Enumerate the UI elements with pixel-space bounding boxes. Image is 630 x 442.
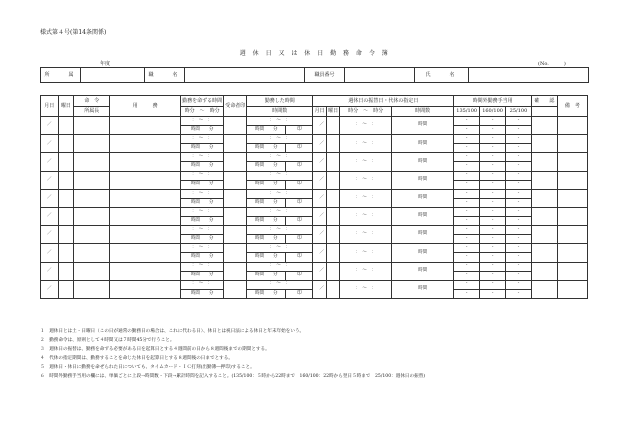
sub-hours-cell: 時間	[392, 244, 454, 262]
ot-25-total: -	[506, 198, 532, 207]
sub-weekday-cell	[326, 207, 339, 225]
ot-135-total: -	[454, 289, 480, 298]
notes	[40, 328, 610, 381]
fiscal-year-label: 年度	[100, 61, 111, 67]
remarks-cell	[557, 226, 587, 244]
confirm-cell	[531, 244, 557, 262]
document-number: (No. )	[538, 61, 566, 67]
ordered-time-range: ： ～ ：	[180, 280, 224, 289]
ot-135-cell: -	[454, 244, 480, 253]
sub-month-day-cell: ／	[313, 117, 326, 135]
remarks-header: 備 考	[557, 96, 587, 117]
ordered-time-range: ： ～ ：	[180, 226, 224, 235]
employee-info-table	[40, 67, 589, 83]
confirm-cell	[531, 226, 557, 244]
note-line: ３ 週休日の振替は、勤務を命ずる必要がある日を起算日とする４週間前の日から８週間後までの期間とする。	[40, 346, 270, 352]
entry-row-top	[41, 135, 588, 144]
purpose-cell	[110, 280, 180, 298]
ordered-time-range: ： ～ ：	[180, 153, 224, 162]
month-day-cell: ／	[41, 262, 59, 280]
ot-160-total: -	[480, 217, 506, 226]
sub-month-day-cell: ／	[313, 262, 326, 280]
assignee-seal-cell	[224, 244, 247, 262]
sub-hours-cell: 時間	[392, 262, 454, 280]
worked-seal: 印	[286, 235, 313, 244]
ot-25-cell: -	[506, 262, 532, 271]
worked-seal: 印	[286, 289, 313, 298]
weekday-cell	[58, 153, 74, 171]
ot-135-total: -	[454, 217, 480, 226]
sub-month-day-header: 月日	[313, 107, 326, 117]
dept-head-cell	[74, 189, 110, 207]
remarks-cell	[557, 244, 587, 262]
ot-135-total: -	[454, 162, 480, 171]
sub-weekday-cell	[326, 226, 339, 244]
ordered-hours: 時間 分	[180, 271, 224, 280]
worked-hours: 時間 分	[247, 271, 286, 280]
month-day-cell: ／	[41, 153, 59, 171]
worked-time-range: ： ～ ：	[247, 189, 313, 198]
sub-weekday-cell	[326, 135, 339, 153]
ordered-hours: 時間 分	[180, 198, 224, 207]
ordered-hours: 時間 分	[180, 180, 224, 189]
month-day-cell: ／	[41, 226, 59, 244]
ot-135-total: -	[454, 144, 480, 153]
remarks-cell	[557, 262, 587, 280]
worked-time-range: ： ～ ：	[247, 207, 313, 216]
purpose-header: 用 務	[110, 96, 180, 117]
sub-month-day-cell: ／	[313, 135, 326, 153]
assignee-seal-cell	[224, 226, 247, 244]
sub-weekday-cell	[326, 280, 339, 298]
ot-135-cell: -	[454, 207, 480, 216]
ot-160-total: -	[480, 126, 506, 135]
note-line: １ 週休日とは土・日曜日（この日が通常の勤務日の場合は、これに代わる日）、休日とは祝日法による休日と年末年始をいう。	[40, 329, 305, 334]
ot-160-total: -	[480, 235, 506, 244]
confirm-cell	[531, 171, 557, 189]
worked-seal: 印	[286, 217, 313, 226]
worked-time-range: ： ～ ：	[247, 171, 313, 180]
entry-row-top	[41, 153, 588, 162]
sub-time-range: ： ～ ：	[340, 280, 392, 298]
ot-25-total: -	[506, 253, 532, 262]
sub-month-day-cell: ／	[313, 189, 326, 207]
sub-hours-cell: 時間	[392, 153, 454, 171]
ot-135-total: -	[454, 253, 480, 262]
assignee-seal-cell	[224, 135, 247, 153]
month-day-header: 月日	[41, 96, 59, 117]
worked-seal: 印	[286, 271, 313, 280]
entry-row-top	[41, 226, 588, 235]
purpose-cell	[110, 244, 180, 262]
document-title: 週 休 日 又 は 休 日 勤 務 命 令 簿	[239, 50, 391, 57]
month-day-cell: ／	[41, 135, 59, 153]
ot-135-total: -	[454, 235, 480, 244]
ot-160-header: 160/100	[480, 107, 506, 117]
note-line: ４ 代休の指定期間は、勤務することを命じた休日を起算日とする８週間後の日までとする。	[40, 355, 233, 361]
sub-month-day-cell: ／	[313, 171, 326, 189]
assignee-seal-cell	[224, 280, 247, 298]
purpose-cell	[110, 226, 180, 244]
month-day-cell: ／	[41, 189, 59, 207]
worked-hours: 時間 分	[247, 144, 286, 153]
confirm-cell	[531, 280, 557, 298]
confirm-subheader	[531, 107, 557, 117]
worked-time-range: ： ～ ：	[247, 135, 313, 144]
ot-160-cell: -	[480, 207, 506, 216]
confirm-cell	[531, 135, 557, 153]
ordered-hours: 時間 分	[180, 162, 224, 171]
worked-time-range: ： ～ ：	[247, 153, 313, 162]
entry-row-top	[41, 189, 588, 198]
worked-time-range: ： ～ ：	[247, 226, 313, 235]
substitute-day-header: 週休日の振替日・代休の指定日	[313, 96, 454, 107]
sub-hours-cell: 時間	[392, 207, 454, 225]
sub-weekday-cell	[326, 262, 339, 280]
ot-160-total: -	[480, 253, 506, 262]
ot-160-cell: -	[480, 135, 506, 144]
sub-hours-cell: 時間	[392, 135, 454, 153]
ordered-time-range: ： ～ ：	[180, 207, 224, 216]
ot-160-total: -	[480, 144, 506, 153]
sub-hours-cell: 時間	[392, 226, 454, 244]
worked-hours: 時間 分	[247, 162, 286, 171]
purpose-cell	[110, 135, 180, 153]
ot-135-total: -	[454, 180, 480, 189]
ot-135-cell: -	[454, 135, 480, 144]
ot-135-cell: -	[454, 262, 480, 271]
sub-time-range: ： ～ ：	[340, 207, 392, 225]
ot-160-total: -	[480, 271, 506, 280]
worked-hours: 時間 分	[247, 289, 286, 298]
sub-time-range: ： ～ ：	[340, 244, 392, 262]
ordered-hours: 時間 分	[180, 289, 224, 298]
ot-25-cell: -	[506, 226, 532, 235]
ot-25-cell: -	[506, 171, 532, 180]
weekday-cell	[58, 135, 74, 153]
purpose-cell	[110, 189, 180, 207]
worked-time-range: ： ～ ：	[247, 117, 313, 126]
worked-time-header: 勤務した時間	[247, 96, 313, 107]
dept-head-cell	[74, 117, 110, 135]
ordered-time-subheader: 時分 ～ 時分	[180, 107, 224, 117]
worked-seal: 印	[286, 180, 313, 189]
worked-hours: 時間 分	[247, 217, 286, 226]
weekday-cell	[58, 207, 74, 225]
confirm-cell	[531, 207, 557, 225]
dept-head-cell	[74, 262, 110, 280]
ot-25-header: 25/100	[506, 107, 532, 117]
ordered-hours: 時間 分	[180, 217, 224, 226]
dept-head-cell	[74, 153, 110, 171]
ot-25-cell: -	[506, 117, 532, 126]
remarks-cell	[557, 117, 587, 135]
worked-hours-subheader: 時間数	[247, 107, 313, 117]
sub-weekday-cell	[326, 117, 339, 135]
note-line: ５ 週休日・休日に勤務を命ぜられた日についても、タイムカード・ＩＣ打刻(出勤簿―押印)すること。	[40, 364, 255, 370]
entry-row-top	[41, 244, 588, 253]
remarks-cell	[557, 189, 587, 207]
weekday-cell	[58, 171, 74, 189]
ot-160-total: -	[480, 198, 506, 207]
ot-25-total: -	[506, 144, 532, 153]
entry-row-top	[41, 262, 588, 271]
ordered-time-range: ： ～ ：	[180, 135, 224, 144]
sub-time-range: ： ～ ：	[340, 262, 392, 280]
ot-135-total: -	[454, 126, 480, 135]
ordered-time-range: ： ～ ：	[180, 171, 224, 180]
note-line: ２ 勤務命令は、原則として４時間又は７時間45分で行うこと。	[40, 337, 175, 343]
affiliation-label: 所 属	[41, 68, 81, 83]
sub-month-day-cell: ／	[313, 226, 326, 244]
dept-head-cell	[74, 244, 110, 262]
ot-160-total: -	[480, 289, 506, 298]
sub-time-range: ： ～ ：	[340, 189, 392, 207]
purpose-cell	[110, 153, 180, 171]
worked-time-range: ： ～ ：	[247, 280, 313, 289]
sub-month-day-cell: ／	[313, 153, 326, 171]
confirm-cell	[531, 117, 557, 135]
ot-25-total: -	[506, 217, 532, 226]
assignee-seal-cell	[224, 171, 247, 189]
ot-160-cell: -	[480, 153, 506, 162]
purpose-cell	[110, 207, 180, 225]
affiliation-field	[81, 68, 145, 83]
work-order-table	[40, 95, 588, 299]
ot-25-total: -	[506, 289, 532, 298]
worked-hours: 時間 分	[247, 126, 286, 135]
ot-135-cell: -	[454, 189, 480, 198]
dept-head-cell	[74, 280, 110, 298]
assignee-seal-cell	[224, 117, 247, 135]
ordered-hours: 時間 分	[180, 253, 224, 262]
dept-head-cell	[74, 171, 110, 189]
sub-weekday-cell	[326, 189, 339, 207]
ot-25-total: -	[506, 126, 532, 135]
sub-hours-cell: 時間	[392, 171, 454, 189]
worked-seal: 印	[286, 144, 313, 153]
form-number: 様式第４号(第14条関係)	[40, 29, 107, 36]
remarks-cell	[557, 280, 587, 298]
ot-135-cell: -	[454, 153, 480, 162]
staff-id-field	[345, 68, 415, 83]
ot-135-cell: -	[454, 171, 480, 180]
confirm-cell	[531, 189, 557, 207]
dept-head-cell	[74, 135, 110, 153]
job-title-label: 職 名	[145, 68, 185, 83]
ot-160-cell: -	[480, 117, 506, 126]
overtime-header: 時間外勤務手当用	[454, 96, 532, 107]
ordered-time-header: 勤務を命ずる時間	[180, 96, 224, 107]
worked-hours: 時間 分	[247, 253, 286, 262]
remarks-cell	[557, 207, 587, 225]
ot-25-cell: -	[506, 280, 532, 289]
dept-head-cell	[74, 226, 110, 244]
assignee-seal-header: 受命者印	[224, 96, 247, 117]
dept-head-header: 所属長	[74, 107, 110, 117]
sub-hours-cell: 時間	[392, 117, 454, 135]
ot-25-total: -	[506, 180, 532, 189]
ot-160-total: -	[480, 180, 506, 189]
remarks-cell	[557, 171, 587, 189]
purpose-cell	[110, 171, 180, 189]
confirm-cell	[531, 153, 557, 171]
worked-seal: 印	[286, 162, 313, 171]
worked-seal: 印	[286, 198, 313, 207]
worked-hours: 時間 分	[247, 198, 286, 207]
sub-time-header: 時分 ～ 時分	[340, 107, 392, 117]
weekday-cell	[58, 117, 74, 135]
sub-weekday-cell	[326, 244, 339, 262]
job-title-field	[185, 68, 305, 83]
assignee-seal-cell	[224, 262, 247, 280]
confirm-header: 確 認	[531, 96, 557, 107]
ordered-hours: 時間 分	[180, 126, 224, 135]
remarks-cell	[557, 153, 587, 171]
sub-weekday-header: 曜日	[326, 107, 339, 117]
sub-hours-cell: 時間	[392, 280, 454, 298]
ot-25-cell: -	[506, 244, 532, 253]
month-day-cell: ／	[41, 280, 59, 298]
ot-25-cell: -	[506, 189, 532, 198]
name-label: 氏 名	[415, 68, 469, 83]
weekday-header: 曜日	[58, 96, 74, 117]
ot-135-cell: -	[454, 117, 480, 126]
sub-month-day-cell: ／	[313, 280, 326, 298]
entry-row-top	[41, 280, 588, 289]
sub-weekday-cell	[326, 153, 339, 171]
ot-160-total: -	[480, 162, 506, 171]
month-day-cell: ／	[41, 207, 59, 225]
month-day-cell: ／	[41, 117, 59, 135]
sub-time-range: ： ～ ：	[340, 117, 392, 135]
assignee-seal-cell	[224, 153, 247, 171]
purpose-cell	[110, 262, 180, 280]
ordered-time-range: ： ～ ：	[180, 189, 224, 198]
ot-160-cell: -	[480, 189, 506, 198]
ot-135-total: -	[454, 198, 480, 207]
sub-weekday-cell	[326, 171, 339, 189]
ordered-time-range: ： ～ ：	[180, 262, 224, 271]
sub-hours-cell: 時間	[392, 189, 454, 207]
weekday-cell	[58, 280, 74, 298]
sub-time-range: ： ～ ：	[340, 226, 392, 244]
note-line: ６ 時間外勤務手当用の欄には、単価ごとに上段→時間数・下段→累計時間を記入すること。(135/100：５時から22時まで 160/100：22時から翌日５時まで 25/100：週休日の振替)	[40, 373, 426, 379]
month-day-cell: ／	[41, 244, 59, 262]
assignee-seal-cell	[224, 207, 247, 225]
weekday-cell	[58, 226, 74, 244]
ot-135-cell: -	[454, 280, 480, 289]
entry-row-top	[41, 171, 588, 180]
sub-time-range: ： ～ ：	[340, 135, 392, 153]
entry-row-top	[41, 207, 588, 216]
entry-row-top	[41, 117, 588, 126]
staff-id-label: 職員番号	[305, 68, 345, 83]
sub-time-range: ： ～ ：	[340, 171, 392, 189]
ot-25-total: -	[506, 162, 532, 171]
ot-135-total: -	[454, 271, 480, 280]
ot-25-total: -	[506, 271, 532, 280]
worked-seal: 印	[286, 126, 313, 135]
order-header: 命 令	[74, 96, 110, 107]
worked-time-range: ： ～ ：	[247, 244, 313, 253]
ot-160-cell: -	[480, 226, 506, 235]
month-day-cell: ／	[41, 171, 59, 189]
remarks-cell	[557, 135, 587, 153]
sub-month-day-cell: ／	[313, 244, 326, 262]
ordered-time-range: ： ～ ：	[180, 117, 224, 126]
sub-time-range: ： ～ ：	[340, 153, 392, 171]
weekday-cell	[58, 189, 74, 207]
ot-160-cell: -	[480, 244, 506, 253]
ot-160-cell: -	[480, 280, 506, 289]
sub-hours-header: 時間数	[392, 107, 454, 117]
weekday-cell	[58, 262, 74, 280]
ot-25-cell: -	[506, 135, 532, 144]
sub-month-day-cell: ／	[313, 207, 326, 225]
ot-135-cell: -	[454, 226, 480, 235]
worked-seal: 印	[286, 253, 313, 262]
ot-160-cell: -	[480, 262, 506, 271]
worked-hours: 時間 分	[247, 180, 286, 189]
dept-head-cell	[74, 207, 110, 225]
name-field	[469, 68, 589, 83]
ordered-hours: 時間 分	[180, 144, 224, 153]
assignee-seal-cell	[224, 189, 247, 207]
worked-time-range: ： ～ ：	[247, 262, 313, 271]
ot-25-cell: -	[506, 153, 532, 162]
ot-135-header: 135/100	[454, 107, 480, 117]
ot-25-cell: -	[506, 207, 532, 216]
purpose-cell	[110, 117, 180, 135]
ot-160-cell: -	[480, 171, 506, 180]
weekday-cell	[58, 244, 74, 262]
ordered-time-range: ： ～ ：	[180, 244, 224, 253]
worked-hours: 時間 分	[247, 235, 286, 244]
ordered-hours: 時間 分	[180, 235, 224, 244]
confirm-cell	[531, 262, 557, 280]
ot-25-total: -	[506, 235, 532, 244]
